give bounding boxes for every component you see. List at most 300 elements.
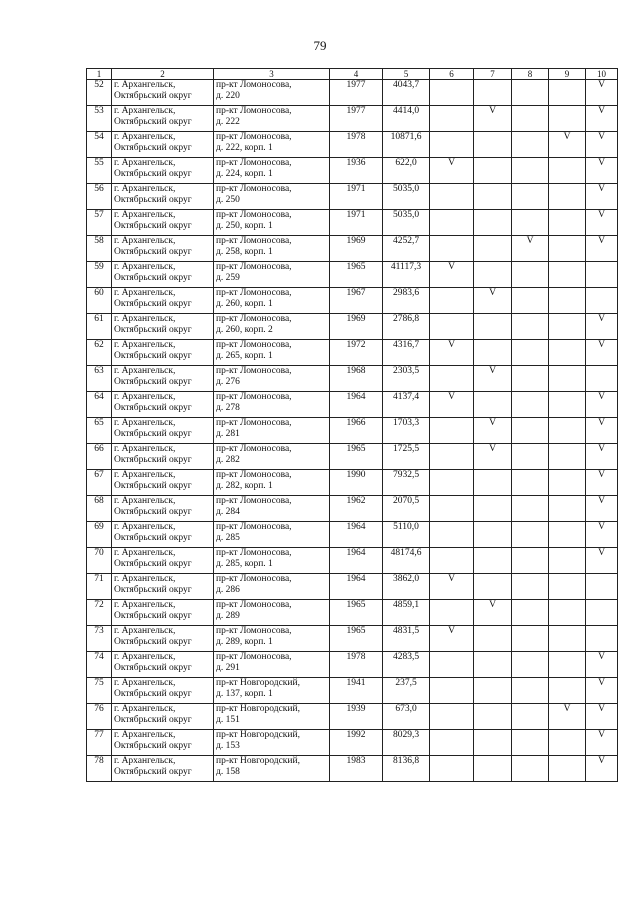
page-number: 79	[313, 38, 327, 53]
area-cell: 4043,7	[383, 80, 430, 106]
city-district-cell	[112, 184, 214, 210]
address-cell	[214, 678, 330, 704]
table-row	[87, 106, 618, 132]
mark-cell-8	[512, 574, 549, 600]
area-cell: 4137,4	[383, 392, 430, 418]
mark-cell-6: V	[430, 626, 474, 652]
column-header: 10	[586, 69, 618, 80]
mark-cell-6	[430, 730, 474, 756]
area-cell: 1725,5	[383, 444, 430, 470]
city-district-cell	[112, 262, 214, 288]
mark-cell-7: V	[474, 600, 512, 626]
city-district-line: Октябрьский округ	[114, 351, 192, 361]
mark-cell-6	[430, 314, 474, 340]
mark-cell-7: V	[474, 288, 512, 314]
city-district-line: г. Архангельск,	[114, 574, 176, 584]
mark-cell-9: V	[549, 704, 586, 730]
table-row	[87, 210, 618, 236]
area-cell: 4252,7	[383, 236, 430, 262]
city-district-cell	[112, 80, 214, 106]
table-row	[87, 756, 618, 782]
address-cell	[214, 262, 330, 288]
mark-cell-10	[586, 288, 618, 314]
table-row	[87, 158, 618, 184]
year-cell: 1939	[330, 704, 383, 730]
mark-cell-9	[549, 496, 586, 522]
mark-cell-6	[430, 522, 474, 548]
mark-cell-9	[549, 678, 586, 704]
mark-cell-8	[512, 522, 549, 548]
area-cell: 5110,0	[383, 522, 430, 548]
table-row	[87, 574, 618, 600]
address-line: пр-кт Ломоносова,	[216, 366, 292, 376]
year-cell: 1966	[330, 418, 383, 444]
mark-cell-9	[549, 652, 586, 678]
mark-cell-6	[430, 548, 474, 574]
year-cell: 1969	[330, 236, 383, 262]
row-number: 65	[87, 418, 112, 444]
table-row	[87, 132, 618, 158]
address-line: пр-кт Ломоносова,	[216, 340, 292, 350]
area-cell: 3862,0	[383, 574, 430, 600]
mark-cell-9	[549, 158, 586, 184]
year-cell: 1964	[330, 574, 383, 600]
mark-cell-10	[586, 262, 618, 288]
address-cell	[214, 288, 330, 314]
table-row	[87, 340, 618, 366]
mark-cell-7	[474, 132, 512, 158]
mark-cell-9	[549, 470, 586, 496]
mark-cell-9	[549, 600, 586, 626]
mark-cell-7	[474, 470, 512, 496]
table-row	[87, 184, 618, 210]
address-line: пр-кт Ломоносова,	[216, 652, 292, 662]
city-district-cell	[112, 288, 214, 314]
city-district-cell	[112, 444, 214, 470]
table-row	[87, 392, 618, 418]
city-district-cell	[112, 210, 214, 236]
mark-cell-8	[512, 496, 549, 522]
address-line: пр-кт Ломоносова,	[216, 106, 292, 116]
mark-cell-7	[474, 158, 512, 184]
city-district-line: Октябрьский округ	[114, 247, 192, 257]
row-number: 71	[87, 574, 112, 600]
row-number: 55	[87, 158, 112, 184]
address-line: пр-кт Ломоносова,	[216, 132, 292, 142]
address-cell	[214, 106, 330, 132]
city-district-line: Октябрьский округ	[114, 507, 192, 517]
mark-cell-7	[474, 548, 512, 574]
mark-cell-8	[512, 548, 549, 574]
address-cell	[214, 236, 330, 262]
mark-cell-10: V	[586, 80, 618, 106]
mark-cell-10: V	[586, 418, 618, 444]
mark-cell-9	[549, 366, 586, 392]
address-cell	[214, 418, 330, 444]
mark-cell-8	[512, 704, 549, 730]
address-line: пр-кт Ломоносова,	[216, 314, 292, 324]
table-row	[87, 314, 618, 340]
mark-cell-10: V	[586, 236, 618, 262]
mark-cell-6	[430, 652, 474, 678]
table-row	[87, 652, 618, 678]
mark-cell-7	[474, 340, 512, 366]
city-district-line: г. Архангельск,	[114, 652, 176, 662]
city-district-line: Октябрьский округ	[114, 663, 192, 673]
address-line: пр-кт Ломоносова,	[216, 418, 292, 428]
address-line: д. 291	[216, 663, 240, 673]
address-cell	[214, 184, 330, 210]
city-district-line: г. Архангельск,	[114, 210, 176, 220]
mark-cell-9	[549, 418, 586, 444]
mark-cell-6	[430, 132, 474, 158]
city-district-line: г. Архангельск,	[114, 496, 176, 506]
address-cell	[214, 392, 330, 418]
address-cell	[214, 366, 330, 392]
table-header-row	[87, 69, 618, 80]
mark-cell-9: V	[549, 132, 586, 158]
table-row	[87, 444, 618, 470]
address-line: д. 250, корп. 1	[216, 221, 273, 231]
table-row	[87, 678, 618, 704]
address-line: пр-кт Ломоносова,	[216, 288, 292, 298]
row-number: 60	[87, 288, 112, 314]
year-cell: 1967	[330, 288, 383, 314]
city-district-line: Октябрьский округ	[114, 195, 192, 205]
area-cell: 48174,6	[383, 548, 430, 574]
city-district-line: г. Архангельск,	[114, 392, 176, 402]
mark-cell-9	[549, 522, 586, 548]
area-cell: 4859,1	[383, 600, 430, 626]
area-cell: 4414,0	[383, 106, 430, 132]
mark-cell-10	[586, 600, 618, 626]
table-row	[87, 600, 618, 626]
row-number: 76	[87, 704, 112, 730]
city-district-cell	[112, 132, 214, 158]
area-cell: 622,0	[383, 158, 430, 184]
mark-cell-9	[549, 444, 586, 470]
city-district-line: Октябрьский округ	[114, 481, 192, 491]
city-district-line: г. Архангельск,	[114, 470, 176, 480]
city-district-line: г. Архангельск,	[114, 522, 176, 532]
row-number: 56	[87, 184, 112, 210]
city-district-cell	[112, 314, 214, 340]
row-number: 58	[87, 236, 112, 262]
row-number: 74	[87, 652, 112, 678]
address-line: д. 153	[216, 741, 240, 751]
mark-cell-6: V	[430, 574, 474, 600]
city-district-line: Октябрьский округ	[114, 767, 192, 777]
mark-cell-10	[586, 574, 618, 600]
address-line: пр-кт Ломоносова,	[216, 548, 292, 558]
mark-cell-10: V	[586, 730, 618, 756]
table-row	[87, 80, 618, 106]
year-cell: 1983	[330, 756, 383, 782]
address-line: д. 250	[216, 195, 240, 205]
mark-cell-7	[474, 626, 512, 652]
year-cell: 1964	[330, 548, 383, 574]
area-cell: 2786,8	[383, 314, 430, 340]
address-line: пр-кт Ломоносова,	[216, 600, 292, 610]
mark-cell-6	[430, 496, 474, 522]
city-district-line: г. Архангельск,	[114, 548, 176, 558]
row-number: 75	[87, 678, 112, 704]
mark-cell-6	[430, 80, 474, 106]
address-line: пр-кт Ломоносова,	[216, 158, 292, 168]
address-cell	[214, 80, 330, 106]
address-cell	[214, 158, 330, 184]
city-district-line: г. Архангельск,	[114, 756, 176, 766]
city-district-cell	[112, 756, 214, 782]
column-header: 5	[383, 69, 430, 80]
housing-table	[86, 68, 618, 782]
mark-cell-8	[512, 314, 549, 340]
city-district-line: Октябрьский округ	[114, 299, 192, 309]
address-line: пр-кт Ломоносова,	[216, 444, 292, 454]
mark-cell-8	[512, 392, 549, 418]
mark-cell-9	[549, 730, 586, 756]
mark-cell-8	[512, 652, 549, 678]
row-number: 68	[87, 496, 112, 522]
mark-cell-6	[430, 236, 474, 262]
address-cell	[214, 522, 330, 548]
row-number: 54	[87, 132, 112, 158]
column-header: 2	[112, 69, 214, 80]
mark-cell-9	[549, 340, 586, 366]
city-district-line: г. Архангельск,	[114, 678, 176, 688]
year-cell: 1965	[330, 626, 383, 652]
address-line: пр-кт Ломоносова,	[216, 496, 292, 506]
area-cell: 4831,5	[383, 626, 430, 652]
row-number: 73	[87, 626, 112, 652]
mark-cell-10: V	[586, 522, 618, 548]
address-line: д. 281	[216, 429, 240, 439]
city-district-line: г. Архангельск,	[114, 288, 176, 298]
year-cell: 1941	[330, 678, 383, 704]
mark-cell-9	[549, 184, 586, 210]
city-district-line: Октябрьский округ	[114, 221, 192, 231]
address-line: пр-кт Ломоносова,	[216, 470, 292, 480]
address-line: пр-кт Ломоносова,	[216, 392, 292, 402]
address-line: пр-кт Ломоносова,	[216, 574, 292, 584]
area-cell: 8136,8	[383, 756, 430, 782]
address-cell	[214, 496, 330, 522]
mark-cell-7	[474, 210, 512, 236]
city-district-cell	[112, 730, 214, 756]
city-district-cell	[112, 236, 214, 262]
area-cell: 237,5	[383, 678, 430, 704]
row-number: 62	[87, 340, 112, 366]
mark-cell-7	[474, 730, 512, 756]
address-line: д. 278	[216, 403, 240, 413]
mark-cell-6	[430, 210, 474, 236]
mark-cell-9	[549, 236, 586, 262]
year-cell: 1971	[330, 210, 383, 236]
mark-cell-9	[549, 262, 586, 288]
address-line: д. 222	[216, 117, 240, 127]
mark-cell-10: V	[586, 314, 618, 340]
table-row	[87, 262, 618, 288]
table-row	[87, 704, 618, 730]
city-district-line: г. Архангельск,	[114, 158, 176, 168]
city-district-cell	[112, 158, 214, 184]
column-header: 4	[330, 69, 383, 80]
mark-cell-10: V	[586, 106, 618, 132]
mark-cell-7: V	[474, 106, 512, 132]
mark-cell-9	[549, 626, 586, 652]
mark-cell-9	[549, 80, 586, 106]
mark-cell-7	[474, 522, 512, 548]
city-district-line: Октябрьский округ	[114, 637, 192, 647]
mark-cell-8	[512, 106, 549, 132]
address-line: пр-кт Ломоносова,	[216, 210, 292, 220]
mark-cell-8	[512, 626, 549, 652]
address-cell	[214, 132, 330, 158]
table-row	[87, 470, 618, 496]
year-cell: 1977	[330, 80, 383, 106]
address-cell	[214, 548, 330, 574]
address-cell	[214, 340, 330, 366]
city-district-line: г. Архангельск,	[114, 262, 176, 272]
mark-cell-8	[512, 678, 549, 704]
address-cell	[214, 210, 330, 236]
mark-cell-7: V	[474, 366, 512, 392]
address-cell	[214, 574, 330, 600]
mark-cell-6	[430, 600, 474, 626]
mark-cell-7	[474, 756, 512, 782]
address-cell	[214, 600, 330, 626]
row-number: 52	[87, 80, 112, 106]
city-district-line: г. Архангельск,	[114, 626, 176, 636]
city-district-line: г. Архангельск,	[114, 236, 176, 246]
row-number: 77	[87, 730, 112, 756]
city-district-line: Октябрьский округ	[114, 611, 192, 621]
row-number: 63	[87, 366, 112, 392]
address-line: пр-кт Ломоносова,	[216, 236, 292, 246]
column-header: 7	[474, 69, 512, 80]
address-line: д. 285	[216, 533, 240, 543]
table-body	[87, 69, 618, 782]
table-row	[87, 236, 618, 262]
row-number: 53	[87, 106, 112, 132]
city-district-line: г. Архангельск,	[114, 418, 176, 428]
table-row	[87, 366, 618, 392]
mark-cell-7	[474, 314, 512, 340]
mark-cell-6: V	[430, 392, 474, 418]
area-cell: 2983,6	[383, 288, 430, 314]
mark-cell-6: V	[430, 158, 474, 184]
address-line: д. 289	[216, 611, 240, 621]
area-cell: 2303,5	[383, 366, 430, 392]
year-cell: 1977	[330, 106, 383, 132]
mark-cell-7: V	[474, 418, 512, 444]
city-district-line: г. Архангельск,	[114, 340, 176, 350]
row-number: 69	[87, 522, 112, 548]
mark-cell-6	[430, 418, 474, 444]
area-cell: 4316,7	[383, 340, 430, 366]
mark-cell-9	[549, 106, 586, 132]
table-row	[87, 730, 618, 756]
mark-cell-7	[474, 574, 512, 600]
city-district-line: г. Архангельск,	[114, 184, 176, 194]
mark-cell-6	[430, 106, 474, 132]
mark-cell-8	[512, 366, 549, 392]
mark-cell-8	[512, 600, 549, 626]
column-header: 3	[214, 69, 330, 80]
year-cell: 1965	[330, 600, 383, 626]
mark-cell-7	[474, 496, 512, 522]
mark-cell-7	[474, 236, 512, 262]
mark-cell-9	[549, 574, 586, 600]
mark-cell-6	[430, 288, 474, 314]
address-line: пр-кт Новгородский,	[216, 678, 300, 688]
city-district-cell	[112, 418, 214, 444]
address-line: д. 260, корп. 2	[216, 325, 273, 335]
year-cell: 1972	[330, 340, 383, 366]
mark-cell-6	[430, 470, 474, 496]
mark-cell-8	[512, 132, 549, 158]
mark-cell-8	[512, 210, 549, 236]
address-cell	[214, 704, 330, 730]
area-cell: 8029,3	[383, 730, 430, 756]
mark-cell-9	[549, 392, 586, 418]
mark-cell-8	[512, 340, 549, 366]
row-number: 72	[87, 600, 112, 626]
mark-cell-9	[549, 288, 586, 314]
year-cell: 1978	[330, 652, 383, 678]
city-district-cell	[112, 600, 214, 626]
mark-cell-6	[430, 704, 474, 730]
year-cell: 1968	[330, 366, 383, 392]
address-line: д. 220	[216, 91, 240, 101]
area-cell: 41117,3	[383, 262, 430, 288]
row-number: 64	[87, 392, 112, 418]
address-line: д. 289, корп. 1	[216, 637, 273, 647]
city-district-line: Октябрьский округ	[114, 377, 192, 387]
address-line: д. 258, корп. 1	[216, 247, 273, 257]
year-cell: 1971	[330, 184, 383, 210]
mark-cell-9	[549, 210, 586, 236]
city-district-cell	[112, 496, 214, 522]
address-cell	[214, 730, 330, 756]
year-cell: 1964	[330, 522, 383, 548]
address-line: д. 285, корп. 1	[216, 559, 273, 569]
mark-cell-8	[512, 80, 549, 106]
address-line: д. 137, корп. 1	[216, 689, 273, 699]
mark-cell-7	[474, 392, 512, 418]
city-district-line: г. Архангельск,	[114, 730, 176, 740]
mark-cell-10: V	[586, 678, 618, 704]
address-line: пр-кт Ломоносова,	[216, 262, 292, 272]
mark-cell-8	[512, 158, 549, 184]
address-line: д. 151	[216, 715, 240, 725]
city-district-cell	[112, 548, 214, 574]
mark-cell-8	[512, 730, 549, 756]
mark-cell-8	[512, 444, 549, 470]
city-district-line: г. Архангельск,	[114, 80, 176, 90]
column-header: 9	[549, 69, 586, 80]
mark-cell-9	[549, 756, 586, 782]
city-district-cell	[112, 470, 214, 496]
mark-cell-10: V	[586, 496, 618, 522]
mark-cell-6	[430, 366, 474, 392]
city-district-line: Октябрьский округ	[114, 403, 192, 413]
mark-cell-7	[474, 678, 512, 704]
mark-cell-10: V	[586, 470, 618, 496]
city-district-line: Октябрьский округ	[114, 273, 192, 283]
year-cell: 1969	[330, 314, 383, 340]
address-line: пр-кт Ломоносова,	[216, 184, 292, 194]
